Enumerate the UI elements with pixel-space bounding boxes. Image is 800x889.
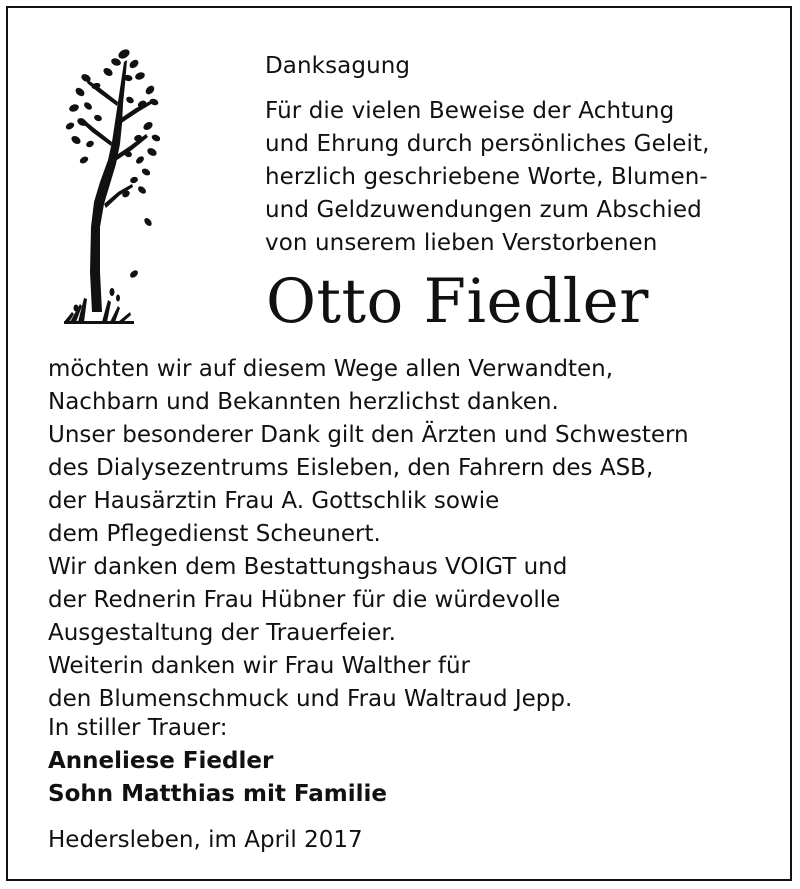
- intro-line: Für die vielen Beweise der Achtung: [265, 98, 675, 124]
- body-line: Weiterin danken wir Frau Walther für: [48, 653, 471, 679]
- body-text: [48, 353, 748, 716]
- intro-line: und Geldzuwendungen zum Abschied: [265, 197, 702, 223]
- body-line: Nachbarn und Bekannten herzlichst danken.: [48, 389, 559, 415]
- place-date: Hedersleben, im April 2017: [48, 827, 363, 853]
- intro-line: und Ehrung durch persönliches Geleit,: [265, 131, 710, 157]
- body-line: der Rednerin Frau Hübner für die würdevolle: [48, 587, 561, 613]
- intro-line: herzlich geschriebene Worte, Blumen-: [265, 164, 708, 190]
- body-line: dem Pflegedienst Scheunert.: [48, 521, 381, 547]
- deceased-name: Otto Fiedler: [266, 266, 649, 337]
- mourners-block: [48, 712, 648, 811]
- body-line: Ausgestaltung der Trauerfeier.: [48, 620, 396, 646]
- mourner-name: Anneliese Fiedler: [48, 748, 274, 774]
- notice-heading: Danksagung: [265, 53, 411, 79]
- body-line: den Blumenschmuck und Frau Waltraud Jepp.: [48, 686, 573, 712]
- obituary-notice: [6, 6, 792, 881]
- mourning-label: In stiller Trauer:: [48, 715, 228, 741]
- intro-block: [265, 50, 765, 260]
- tree-icon: [60, 42, 160, 328]
- body-line: der Hausärztin Frau A. Gottschlik sowie: [48, 488, 500, 514]
- body-line: Wir danken dem Bestattungshaus VOIGT und: [48, 554, 568, 580]
- intro-line: von unserem lieben Verstorbenen: [265, 230, 658, 256]
- body-line: des Dialysezentrums Eisleben, den Fahrern des ASB,: [48, 455, 654, 481]
- mourner-name: Sohn Matthias mit Familie: [48, 781, 387, 807]
- body-line: möchten wir auf diesem Wege allen Verwandten,: [48, 356, 614, 382]
- body-line: Unser besonderer Dank gilt den Ärzten und Schwestern: [48, 422, 689, 448]
